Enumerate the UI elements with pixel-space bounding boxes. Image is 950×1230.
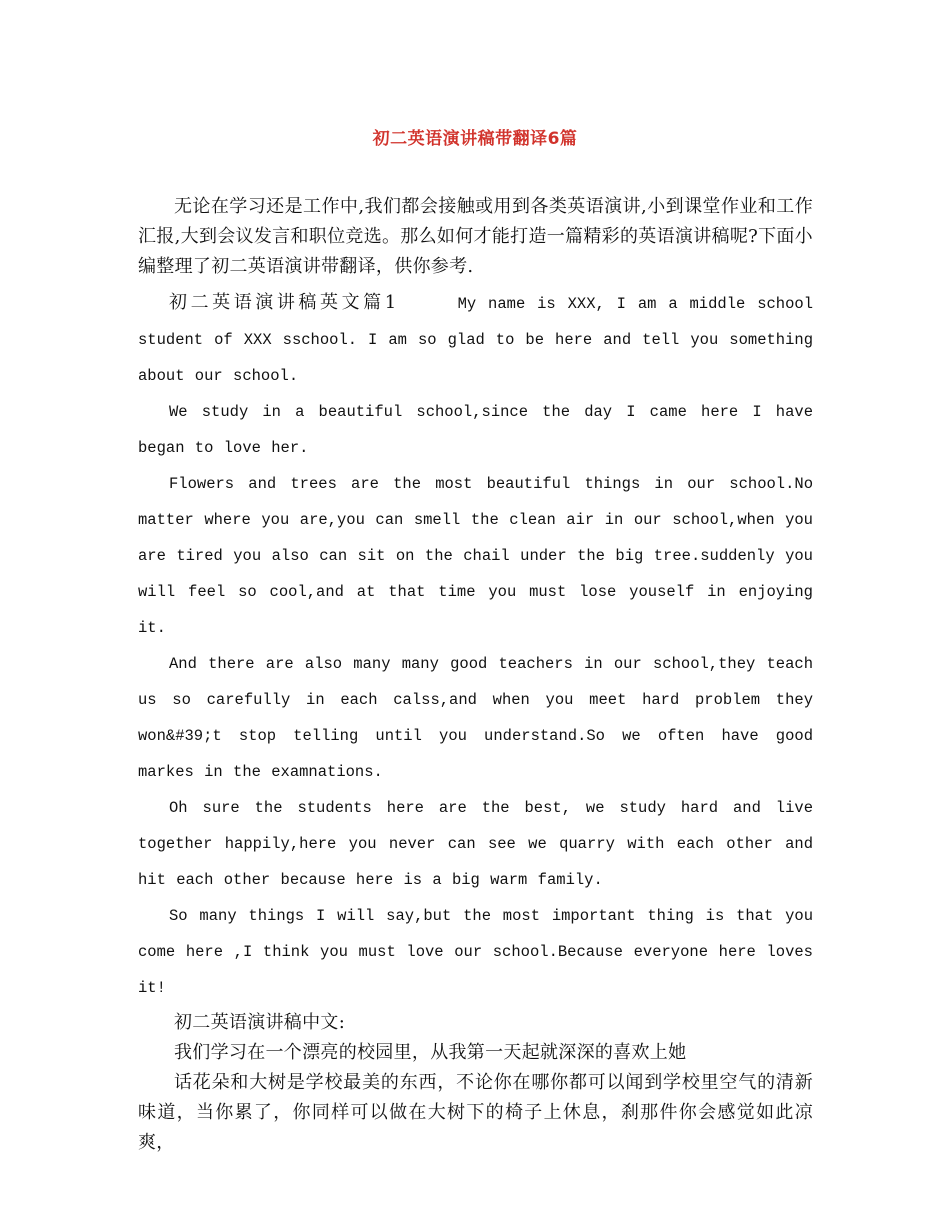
english-paragraph-6: So many things I will say,but the most important thing is that you come here ,I think you must love our school.Because everyone here loves it! <box>138 907 813 997</box>
english-paragraph-1 <box>138 286 813 394</box>
english-heading: 初二英语演讲稿英文篇1 <box>169 292 399 313</box>
chinese-paragraph-1: 我们学习在一个漂亮的校园里，从我第一天起就深深的喜欢上她 <box>174 1042 687 1063</box>
chinese-heading: 初二英语演讲稿中文: <box>174 1012 346 1033</box>
document-title: 初二英语演讲稿带翻译6篇 <box>372 129 578 149</box>
english-paragraph-1-text: My name is XXX, I am a middle school student of XXX sschool. I am so glad to be here and tell you something about our school. <box>138 295 813 385</box>
english-paragraph-5: Oh sure the students here are the best, we study hard and live together happily,here you never can see we quarry with each other and hit each other because here is a big warm family. <box>138 799 813 889</box>
intro-paragraph: 无论在学习还是工作中,我们都会接触或用到各类英语演讲,小到课堂作业和工作汇报,大到会议发言和职位竞选。那么如何才能打造一篇精彩的英语演讲稿呢?下面小编整理了初二英语演讲带翻译，供你参考. <box>138 196 813 277</box>
chinese-paragraph-2: 话花朵和大树是学校最美的东西，不论你在哪你都可以闻到学校里空气的清新味道，当你累了，你同样可以做在大树下的椅子上休息，刹那件你会感觉如此凉爽， <box>138 1072 813 1153</box>
document-body <box>138 192 813 1158</box>
english-paragraph-2: We study in a beautiful school,since the day I came here I have began to love her. <box>138 403 813 457</box>
english-paragraph-4: And there are also many many good teachers in our school,they teach us so carefully in each calss,and when you meet hard problem they won&#39;t stop telling until you understand.So we often have good markes in the examnations. <box>138 655 813 781</box>
english-paragraph-3: Flowers and trees are the most beautiful things in our school.No matter where you are,you can smell the clean air in our school,when you are tired you also can sit on the chail under the big tree.suddenly you will feel so cool,and at that time you must lose youself in enjoying it. <box>138 475 813 637</box>
